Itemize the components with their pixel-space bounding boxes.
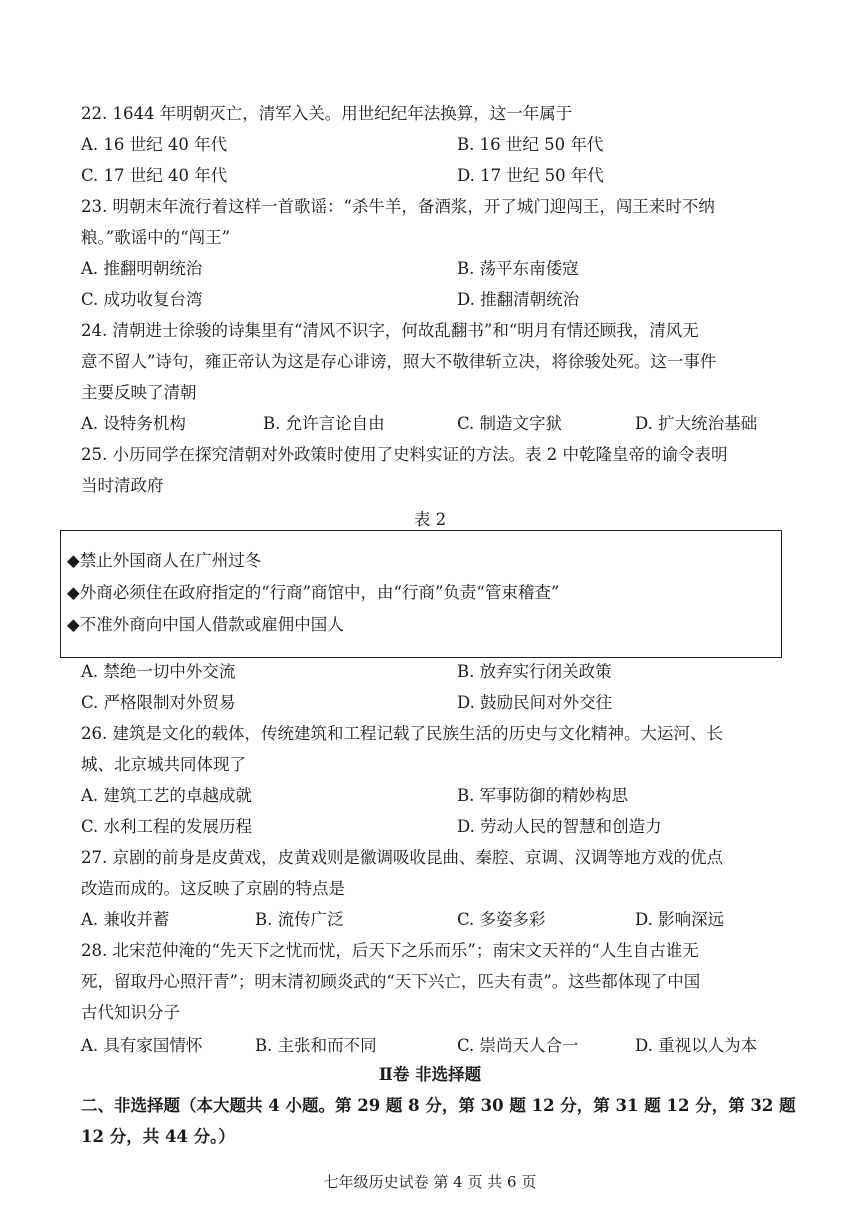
table-2: [60, 530, 782, 658]
q27-option-c: C. 多姿多彩: [457, 910, 546, 929]
table-2-row-3: ◆不准外商向中国人借款或雇佣中国人: [67, 615, 344, 634]
q23-option-c: C. 成功收复台湾: [81, 290, 203, 309]
q27-stem-line-1: 27. 京剧的前身是皮黄戏，皮黄戏则是徽调吸收昆曲、秦腔、京调、汉调等地方戏的优点: [81, 848, 723, 867]
q22-option-d: D. 17 世纪 50 年代: [457, 166, 604, 185]
q27-stem-line-2: 改造而成的。这反映了京剧的特点是: [81, 879, 345, 898]
q26-stem-line-1: 26. 建筑是文化的载体，传统建筑和工程记载了民族生活的历史与文化精神。大运河、长: [81, 724, 723, 743]
q26-option-b: B. 军事防御的精妙构思: [457, 786, 629, 805]
q28-option-b: B. 主张和而不同: [255, 1036, 377, 1055]
section-2-heading-line-2: 12 分，共 44 分。）: [81, 1127, 235, 1146]
table-2-title: 表 2: [413, 510, 447, 529]
q27-option-d: D. 影响深远: [635, 910, 725, 929]
q24-stem-line-1: 24. 清朝进士徐骏的诗集里有“清风不识字，何故乱翻书”和“明月有情还顾我，清风无: [81, 321, 699, 340]
section-2-heading-line-1: 二、非选择题（本大题共 4 小题。第 29 题 8 分，第 30 题 12 分，第 31 题 12 分，第 32 题: [81, 1096, 796, 1115]
q23-option-b: B. 荡平东南倭寇: [457, 259, 579, 278]
q25-option-d: D. 鼓励民间对外交往: [457, 693, 613, 712]
q28-option-c: C. 崇尚天人合一: [457, 1036, 579, 1055]
q24-option-d: D. 扩大统治基础: [635, 414, 758, 433]
q25-option-a: A. 禁绝一切中外交流: [81, 662, 236, 681]
q26-option-c: C. 水利工程的发展历程: [81, 817, 253, 836]
q25-stem-line-2: 当时清政府: [81, 476, 164, 495]
q22-option-a: A. 16 世纪 40 年代: [81, 135, 228, 154]
q22-option-c: C. 17 世纪 40 年代: [81, 166, 228, 185]
table-2-row-2: ◆外商必须住在政府指定的“行商”商馆中，由“行商”负责“管束稽查”: [67, 583, 560, 602]
q23-option-d: D. 推翻清朝统治: [457, 290, 580, 309]
q28-stem-line-3: 古代知识分子: [81, 1003, 180, 1022]
q28-stem-line-1: 28. 北宋范仲淹的“先天下之忧而忧，后天下之乐而乐”；南宋文天祥的“人生自古谁无: [81, 941, 699, 960]
page-footer: 七年级历史试卷 第 4 页 共 6 页: [323, 1173, 537, 1191]
q28-option-d: D. 重视以人为本: [635, 1036, 758, 1055]
q24-stem-line-3: 主要反映了清朝: [81, 383, 197, 402]
table-2-row-1: ◆禁止外国商人在广州过冬: [67, 551, 262, 570]
q24-stem-line-2: 意不留人”诗句，雍正帝认为这是存心诽谤，照大不敬律斩立决，将徐骏处死。这一事件: [81, 352, 717, 371]
q23-option-a: A. 推翻明朝统治: [81, 259, 203, 278]
q25-option-c: C. 严格限制对外贸易: [81, 693, 236, 712]
q26-option-d: D. 劳动人民的智慧和创造力: [457, 817, 662, 836]
q22-option-b: B. 16 世纪 50 年代: [457, 135, 604, 154]
q26-option-a: A. 建筑工艺的卓越成就: [81, 786, 252, 805]
section-2-title: Ⅱ卷 非选择题: [378, 1065, 482, 1084]
q27-option-a: A. 兼收并蓄: [81, 910, 170, 929]
q22-stem: 22. 1644 年明朝灭亡，清军入关。用世纪纪年法换算，这一年属于: [81, 104, 573, 123]
q24-option-a: A. 设特务机构: [81, 414, 186, 433]
q26-stem-line-2: 城、北京城共同体现了: [81, 755, 246, 774]
q28-option-a: A. 具有家国情怀: [81, 1036, 203, 1055]
q24-option-b: B. 允许言论自由: [263, 414, 385, 433]
q25-stem-line-1: 25. 小历同学在探究清朝对外政策时使用了史料实证的方法。表 2 中乾隆皇帝的谕令表明: [81, 445, 728, 464]
q27-option-b: B. 流传广泛: [255, 910, 344, 929]
q25-option-b: B. 放弃实行闭关政策: [457, 662, 612, 681]
q23-stem-line-2: 粮。”歌谣中的“闯王”: [81, 228, 231, 247]
q23-stem-line-1: 23. 明朝末年流行着这样一首歌谣：“杀牛羊，备酒浆，开了城门迎闯王，闯王来时不纳: [81, 197, 715, 216]
q28-stem-line-2: 死，留取丹心照汗青”；明末清初顾炎武的“天下兴亡，匹夫有责”。这些都体现了中国: [81, 972, 701, 991]
q24-option-c: C. 制造文字狱: [457, 414, 563, 433]
